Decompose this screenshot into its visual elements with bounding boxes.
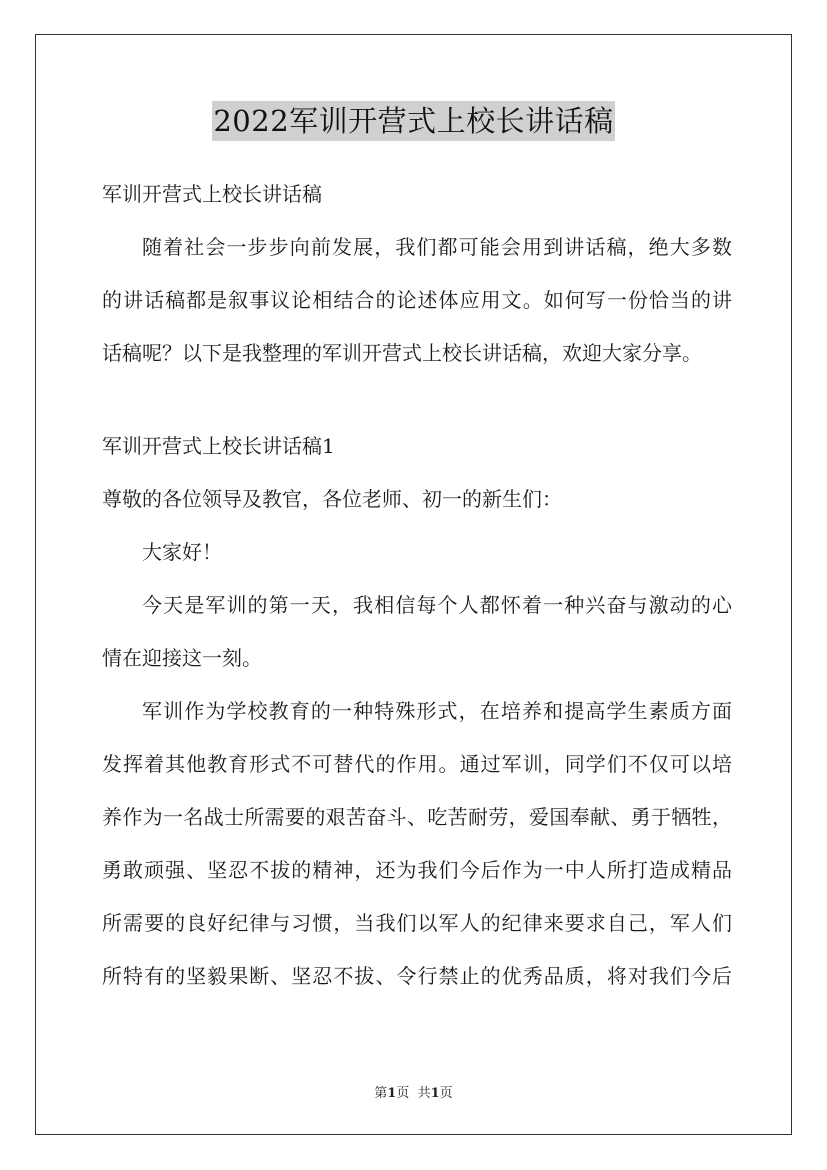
document-title: 2022军训开营式上校长讲话稿 bbox=[212, 101, 614, 141]
paragraph-line: 今天是军训的第一天，我相信每个人都怀着一种兴奋与激动的心 bbox=[142, 593, 732, 617]
paragraph-line: 勇敢顽强、坚忍不拔的精神，还为我们今后作为一中人所打造成精品 bbox=[102, 858, 732, 882]
intro-line: 话稿呢？以下是我整理的军训开营式上校长讲话稿，欢迎大家分享。 bbox=[102, 341, 702, 365]
paragraph-line: 军训作为学校教育的一种特殊形式，在培养和提高学生素质方面 bbox=[142, 699, 732, 723]
intro-line: 随着社会一步步向前发展，我们都可能会用到讲话稿，绝大多数 bbox=[142, 235, 732, 259]
title-container bbox=[0, 101, 827, 141]
page-number: 1 bbox=[387, 1086, 397, 1101]
total-prefix: 共 bbox=[417, 1086, 431, 1101]
page-prefix: 第 bbox=[374, 1086, 388, 1101]
paragraph-line: 发挥着其他教育形式不可替代的作用。通过军训，同学们不仅可以培 bbox=[102, 752, 732, 776]
greeting: 大家好！ bbox=[142, 540, 222, 564]
paragraph-line: 情在迎接这一刻。 bbox=[102, 646, 262, 670]
salutation: 尊敬的各位领导及教官，各位老师、初一的新生们： bbox=[102, 487, 562, 511]
total-pages: 1 bbox=[430, 1086, 440, 1101]
section-heading: 军训开营式上校长讲话稿1 bbox=[102, 434, 335, 458]
page-footer bbox=[0, 1082, 827, 1101]
document-body bbox=[102, 174, 732, 996]
paragraph-line: 所特有的坚毅果断、坚忍不拔、令行禁止的优秀品质，将对我们今后 bbox=[102, 964, 732, 988]
paragraph-line: 所需要的良好纪律与习惯，当我们以军人的纪律来要求自己，军人们 bbox=[102, 911, 732, 935]
paragraph-line: 养作为一名战士所需要的艰苦奋斗、吃苦耐劳，爱国奉献、勇于牺牲， bbox=[102, 805, 732, 829]
subtitle: 军训开营式上校长讲话稿 bbox=[102, 182, 322, 206]
total-suffix: 页 bbox=[439, 1086, 453, 1101]
intro-line: 的讲话稿都是叙事议论相结合的论述体应用文。如何写一份恰当的讲 bbox=[102, 288, 732, 312]
page-suffix: 页 bbox=[396, 1086, 410, 1101]
